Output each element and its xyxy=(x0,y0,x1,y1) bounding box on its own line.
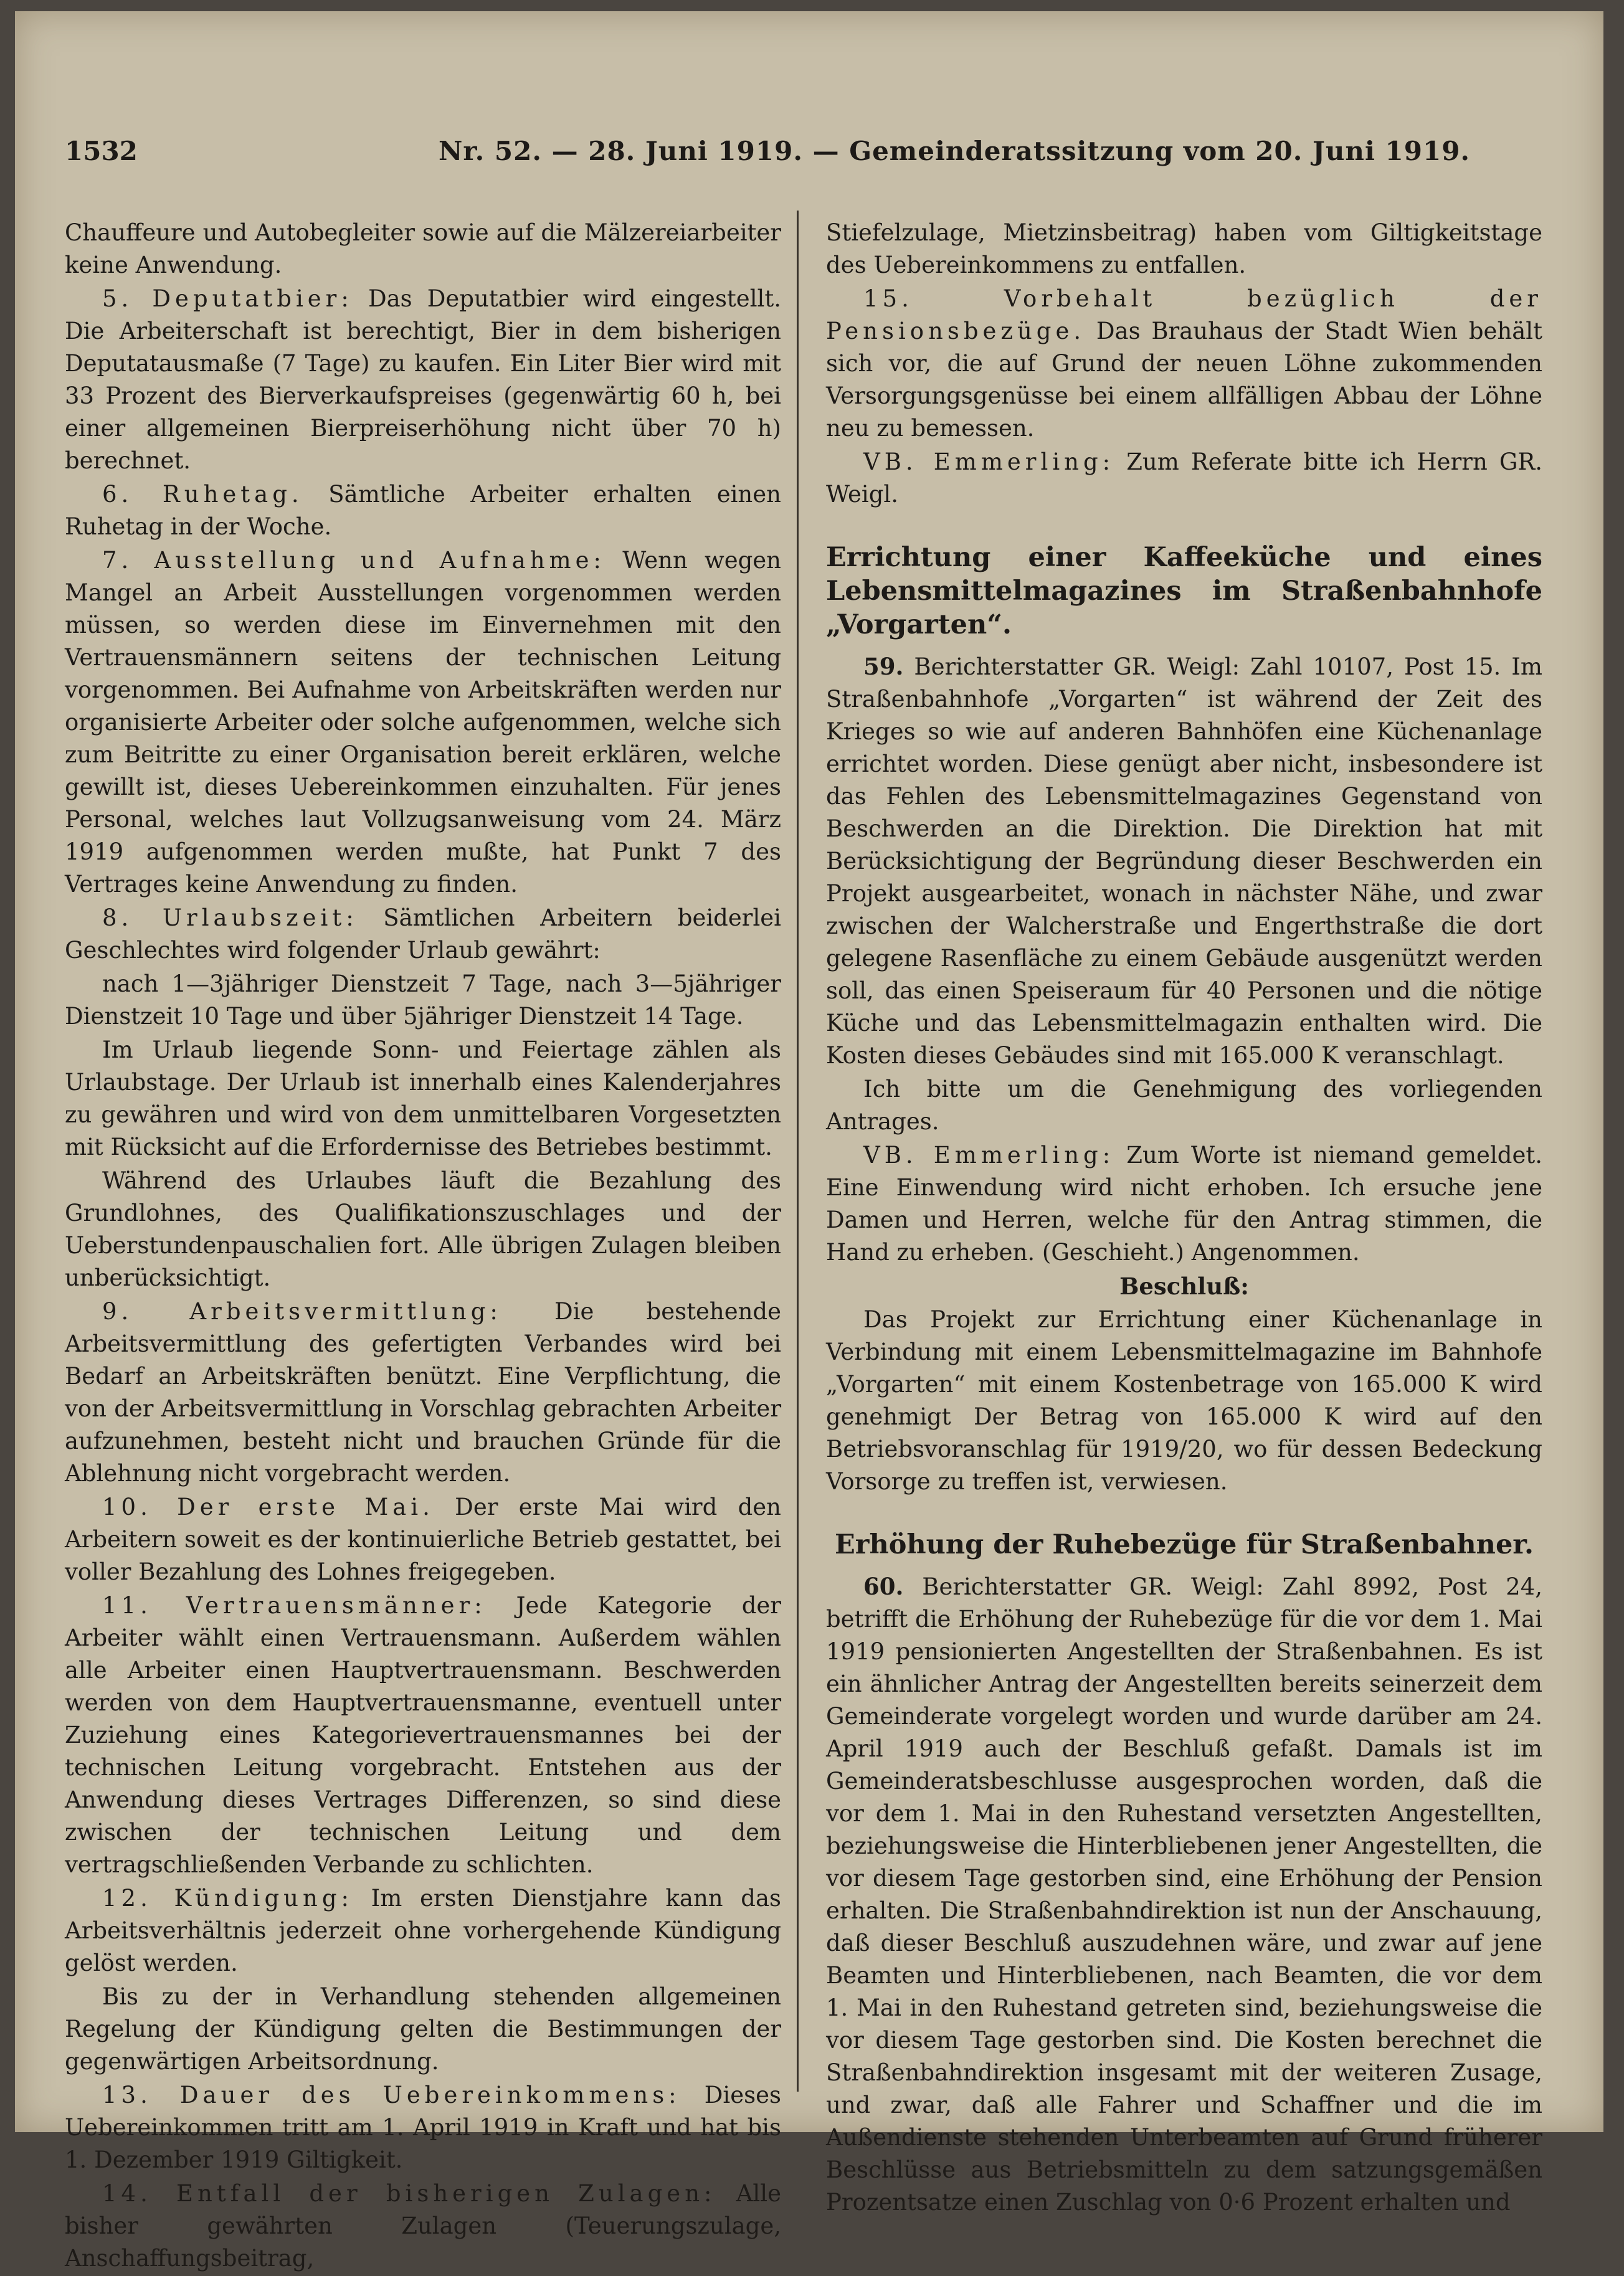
paragraph-6: 6. Ruhetag. Sämtliche Arbeiter erhalten einen Ruhetag in der Woche. xyxy=(65,481,781,540)
paragraph: Stiefelzulage, Mietzinsbeitrag) haben vom Giltigkeitstage des Uebereinkommens zu entfallen. xyxy=(826,219,1542,278)
paragraph-11: 11. Vertrauensmänner: Jede Kategorie der Arbeiter wählt einen Vertrauensmann. Außerdem wählen alle Arbeiter einen Hauptvertrauensmann. Beschwerden werden von dem Hauptvertrauensmanne, eventuell unter Zuziehung eines Kategorievertrauensmannes bei der technischen Leitung vorgebracht. Entstehen aus der Anwendung dieses Vertrages Differenzen, so sind diese zwischen der technischen Leitung und dem vertragschließenden Verbande zu schlichten. xyxy=(65,1592,781,1878)
paragraph-beschluss: Das Projekt zur Errichtung einer Küchenanlage in Verbindung mit einem Lebensmittelmagazine im Bahnhofe „Vorgarten“ mit einem Kostenbetrage von 165.000 K wird genehmigt Der Betrag von 165.000 K wird auf den Betriebsvoranschlag für 1919/20, wo für dessen Bedeckung Vorsorge zu treffen ist, verwiesen. xyxy=(826,1306,1542,1495)
paragraph-7: 7. Ausstellung und Aufnahme: Wenn wegen Mangel an Arbeit Ausstellungen vorgenommen werden müssen, so werden diese im Einvernehmen mit den Vertrauensmännern seitens der technischen Leitung vorgenommen. Bei Aufnahme von Arbeitskräften werden nur organisierte Arbeiter oder solche aufgenommen, welche sich zum Beitritte zu einer Organisation bereit erklären, welche gewillt ist, dieses Uebereinkommen einzuhalten. Für jenes Personal, welches laut Vollzugsanweisung vom 24. März 1919 aufgenommen werden mußte, hat Punkt 7 des Vertrages keine Anwendung zu finden. xyxy=(65,547,781,898)
left-column xyxy=(65,217,781,2276)
paragraph-9: 9. Arbeitsvermittlung: Die bestehende Arbeitsvermittlung des gefertigten Verbandes wird bei Bedarf an Arbeitskräften benützt. Eine Verpflichtung, die von der Arbeitsvermittlung in Vorschlag gebrachten Arbeiter aufzunehmen, besteht nicht und brauchen Gründe für die Ablehnung nicht vorgebracht werden. xyxy=(65,1298,781,1487)
column-divider xyxy=(797,211,799,2092)
page-number: 1532 xyxy=(65,136,138,166)
section-heading-kaffeekueche: Errichtung einer Kaffeeküche und eines Lebensmittelmagazines im Straßenbahnhofe „Vorgarten“. xyxy=(826,542,1542,640)
paragraph: Chauffeure und Autobegleiter sowie auf die Mälzereiarbeiter keine Anwendung. xyxy=(65,219,781,278)
section-heading-ruhebezuege: Erhöhung der Ruhebezüge für Straßenbahner. xyxy=(835,1529,1534,1560)
newspaper-page xyxy=(15,11,1603,2272)
paragraph-8: 8. Urlaubszeit: Sämtlichen Arbeitern beiderlei Geschlechtes wird folgender Urlaub gewährt: xyxy=(65,904,782,964)
paragraph-12: 12. Kündigung: Im ersten Dienstjahre kann das Arbeitsverhältnis jederzeit ohne vorhergehende Kündigung gelöst werden. xyxy=(65,1885,782,1976)
page-header xyxy=(65,136,1554,173)
paragraph-59: 59. Berichterstatter GR. Weigl: Zahl 10107, Post 15. Im Straßenbahnhofe „Vorgarten“ ist während der Zeit des Krieges so wie auf anderen Bahnhöfen eine Küchenanlage errichtet worden. Diese genügt aber nicht, insbesondere ist das Fehlen des Lebensmittelmagazines Gegenstand von Beschwerden an die Direktion. Die Direktion hat mit Berücksichtigung der Begründung dieser Beschwerden ein Projekt ausgearbeitet, wonach in nächster Nähe, und zwar zwischen der Walcherstraße und Engerthstraße die dort gelegene Rasenfläche zu einem Gebäude ausgenützt werden soll, das einen Speiseraum für 40 Personen und die nötige Küche und das Lebensmittelmagazin enthalten wird. Die Kosten dieses Gebäudes sind mit 165.000 K veranschlagt. xyxy=(826,653,1543,1069)
right-column xyxy=(826,217,1542,2220)
paragraph-59b: Ich bitte um die Genehmigung des vorliegenden Antrages. xyxy=(826,1076,1542,1135)
paragraph-5: 5. Deputatbier: Das Deputatbier wird eingestellt. Die Arbeiterschaft ist berechtigt, Bier in dem bisherigen Deputatausmaße (7 Tage) zu kaufen. Ein Liter Bier wird mit 33 Prozent des Bierverkaufspreises (gegenwärtig 60 h, bei einer allgemeinen Bierpreiserhöhung nicht über 70 h) berechnet. xyxy=(65,285,781,474)
beschluss-label: Beschluß: xyxy=(1119,1273,1249,1300)
paragraph-13: 13. Dauer des Uebereinkommens: Dieses Uebereinkommen tritt am 1. April 1919 in Kraft und hat bis 1. Dezember 1919 Giltigkeit. xyxy=(65,2082,781,2173)
paragraph-8b: nach 1—3jähriger Dienstzeit 7 Tage, nach 3—5jähriger Dienstzeit 10 Tage und über 5jähriger Dienstzeit 14 Tage. xyxy=(65,970,781,1030)
paragraph-12b: Bis zu der in Verhandlung stehenden allgemeinen Regelung der Kündigung gelten die Bestimmungen der gegenwärtigen Arbeitsordnung. xyxy=(65,1983,781,2075)
paragraph-14: 14. Entfall der bisherigen Zulagen: Alle bisher gewährten Zulagen (Teuerungszulage, Anschaffungsbeitrag, xyxy=(65,2180,781,2272)
paragraph-10: 10. Der erste Mai. Der erste Mai wird den Arbeitern soweit es der kontinuierliche Betrieb gestattet, bei voller Bezahlung des Lohnes freigegeben. xyxy=(65,1494,781,1585)
paragraph-8c: Im Urlaub liegende Sonn- und Feiertage zählen als Urlaubstage. Der Urlaub ist innerhalb eines Kalenderjahres zu gewähren und wird von dem unmittelbaren Vorgesetzten mit Rücksicht auf die Erfordernisse des Betriebes bestimmt. xyxy=(65,1036,781,1160)
running-head: Nr. 52. — 28. Juni 1919. — Gemeinderatssitzung vom 20. Juni 1919. xyxy=(439,136,1471,166)
paragraph-8d: Während des Urlaubes läuft die Bezahlung des Grundlohnes, des Qualifikationszuschlages und der Ueberstundenpauschalien fort. Alle übrigen Zulagen bleiben unberücksichtigt. xyxy=(65,1167,781,1291)
paragraph-vb2: VB. Emmerling: Zum Worte ist niemand gemeldet. Eine Einwendung wird nicht erhoben. Ich ersuche jene Damen und Herren, welche für den Antrag stimmen, die Hand zu erheben. (Geschieht.) Angenommen. xyxy=(826,1142,1542,1266)
paragraph-15: 15. Vorbehalt bezüglich der Pensionsbezüge. Das Brauhaus der Stadt Wien behält sich vor, die auf Grund der neuen Löhne zukommenden Versorgungsgenüsse bei einem allfälligen Abbau der Löhne neu zu bemessen. xyxy=(826,285,1542,442)
paragraph-vb1: VB. Emmerling: Zum Referate bitte ich Herrn GR. Weigl. xyxy=(826,448,1543,508)
paragraph-60: 60. Berichterstatter GR. Weigl: Zahl 8992, Post 24, betrifft die Erhöhung der Ruhebezüge für die vor dem 1. Mai 1919 pensionierten Angestellten der Straßenbahnen. Es ist ein ähnlicher Antrag der Angestellten bereits seinerzeit dem Gemeinderate vorgelegt worden und wurde darüber am 24. April 1919 auch der Beschluß gefaßt. Damals ist im Gemeinderatsbeschlusse ausgesprochen worden, daß die vor dem 1. Mai in den Ruhestand versetzten Angestellten, beziehungsweise die Hinterbliebenen jener Angestellten, die vor diesem Tage gestorben sind, eine Erhöhung der Pension erhalten. Die Straßenbahndirektion ist nun der Anschauung, daß dieser Beschluß auszudehnen wäre, und zwar auf jene Beamten und Hinterbliebenen, nach Beamten, die vor dem 1. Mai in den Ruhestand getreten sind, beziehungsweise die vor diesem Tage gestorben sind. Die Kosten berechnet die Straßenbahndirektion insgesamt mit der weiteren Zusage, und zwar, daß alle Fahrer und Schaffner und die im Außendienste stehenden Unterbeamten auf Grund früherer Beschlüsse aus Betriebsmitteln zu dem satzungsgemäßen Prozentsatze einen Zuschlag von 0·6 Prozent erhalten und xyxy=(826,1573,1543,2216)
